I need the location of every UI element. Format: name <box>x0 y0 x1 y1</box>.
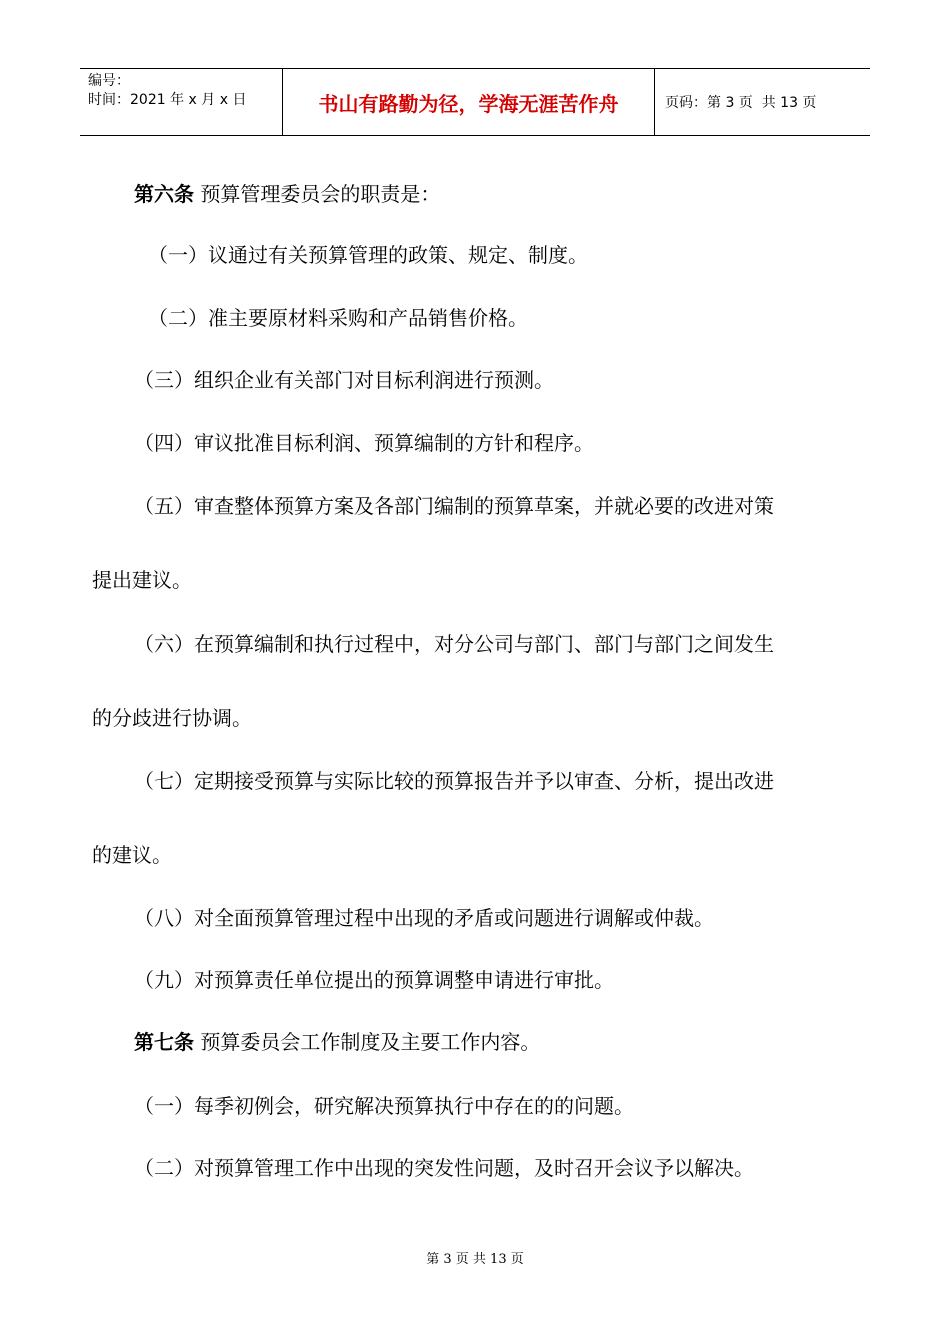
article-6-title: 第六条 <box>134 182 194 206</box>
date-label: 时间：2021 年 x 月 x 日 <box>88 92 247 108</box>
article-6-item-6: （六）在预算编制和执行过程中，对分公司与部门、部门与部门之间发生 <box>134 632 774 656</box>
article-6-item-3: （三）组织企业有关部门对目标利润进行预测。 <box>134 368 554 392</box>
article-6-text: 预算管理委员会的职责是： <box>200 182 441 206</box>
article-7-text: 预算委员会工作制度及主要工作内容。 <box>200 1030 541 1054</box>
article-6-item-9: （九）对预算责任单位提出的预算调整申请进行审批。 <box>134 968 614 992</box>
article-6-item-1: （一）议通过有关预算管理的政策、规定、制度。 <box>148 243 588 267</box>
article-7-item-2: （二）对预算管理工作中出现的突发性问题，及时召开会议予以解决。 <box>134 1156 754 1180</box>
article-6-item-8: （八）对全面预算管理过程中出现的矛盾或问题进行调解或仲裁。 <box>134 906 714 930</box>
article-7-title: 第七条 <box>134 1030 194 1054</box>
article-6-item-5-cont: 提出建议。 <box>92 568 192 592</box>
document-header <box>80 68 870 136</box>
header-meta <box>80 69 282 135</box>
serial-number-label: 编号： <box>88 73 130 89</box>
article-7-heading <box>134 1030 540 1054</box>
page-footer: 第 3 页 共 13 页 <box>426 1252 524 1267</box>
article-6-item-7: （七）定期接受预算与实际比较的预算报告并予以审查、分析，提出改进 <box>134 769 774 793</box>
article-6-item-4: （四）审议批准目标利润、预算编制的方针和程序。 <box>134 431 594 455</box>
header-motto: 书山有路勤为径，学海无涯苦作舟 <box>282 69 655 135</box>
article-6-item-5: （五）审查整体预算方案及各部门编制的预算草案，并就必要的改进对策 <box>134 494 774 518</box>
article-6-item-7-cont: 的建议。 <box>92 843 172 867</box>
header-page-info: 页码：第 3 页 共 13 页 <box>665 95 817 111</box>
article-6-item-2: （二）准主要原材料采购和产品销售价格。 <box>148 306 528 330</box>
article-6-item-6-cont: 的分歧进行协调。 <box>92 706 252 730</box>
article-7-item-1: （一）每季初例会，研究解决预算执行中存在的的问题。 <box>134 1094 634 1118</box>
article-6-heading <box>134 182 440 206</box>
